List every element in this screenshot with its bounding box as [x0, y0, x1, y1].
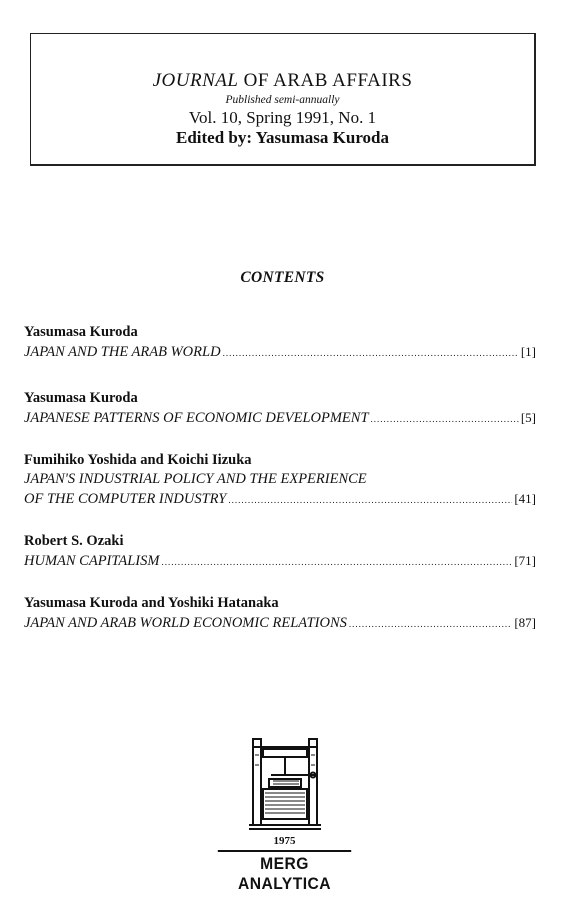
publisher-year: 1975 — [273, 835, 296, 847]
contents-heading: CONTENTS — [240, 269, 325, 286]
dot-leader — [223, 344, 519, 363]
dot-leader — [349, 615, 512, 634]
publisher-name: MERG ANALYTICA — [218, 850, 351, 894]
table-of-contents — [24, 323, 536, 656]
toc-title: JAPAN AND ARAB WORLD ECONOMIC RELATIONS — [24, 615, 347, 631]
editor-line: Edited by: Yasumasa Kuroda — [175, 128, 390, 147]
toc-author: Fumihiko Yoshida and Koichi Iizuka — [24, 452, 252, 468]
toc-author: Robert S. Ozaki — [24, 533, 124, 549]
toc-title: HUMAN CAPITALISM — [24, 553, 160, 569]
dot-leader — [371, 410, 519, 429]
toc-entry — [24, 532, 536, 572]
toc-entry — [24, 594, 536, 634]
toc-entry — [24, 323, 536, 363]
toc-title-line — [24, 551, 536, 572]
toc-title-line — [24, 342, 536, 363]
toc-page-number: [1] — [520, 344, 536, 359]
dot-leader — [161, 553, 512, 572]
toc-page-number: [71] — [514, 553, 536, 568]
toc-entry — [24, 389, 536, 429]
toc-author: Yasumasa Kuroda and Yoshiki Hatanaka — [24, 595, 279, 611]
journal-title: JOURNAL OF ARAB AFFAIRS — [152, 70, 413, 91]
journal-header-box — [30, 33, 536, 166]
toc-title: JAPANESE PATTERNS OF ECONOMIC DEVELOPMENT — [24, 410, 369, 426]
toc-title: JAPAN AND THE ARAB WORLD — [24, 344, 221, 360]
toc-title-line — [24, 613, 536, 634]
toc-entry — [24, 451, 536, 510]
dot-leader — [228, 491, 512, 510]
toc-title: OF THE COMPUTER INDUSTRY — [24, 491, 227, 507]
publication-frequency: Published semi-annually — [225, 94, 340, 106]
toc-page-number: [87] — [514, 615, 536, 630]
toc-title-line — [24, 489, 536, 510]
toc-title-line — [24, 470, 536, 489]
publisher-logo — [212, 735, 357, 894]
toc-title: JAPAN'S INDUSTRIAL POLICY AND THE EXPERIENCE — [24, 471, 367, 487]
toc-page-number: [41] — [514, 491, 536, 506]
printing-press-icon — [247, 735, 323, 831]
toc-page-number: [5] — [520, 410, 536, 425]
volume-info: Vol. 10, Spring 1991, No. 1 — [188, 108, 377, 127]
toc-author: Yasumasa Kuroda — [24, 324, 138, 340]
toc-author: Yasumasa Kuroda — [24, 390, 138, 406]
toc-title-line — [24, 408, 536, 429]
